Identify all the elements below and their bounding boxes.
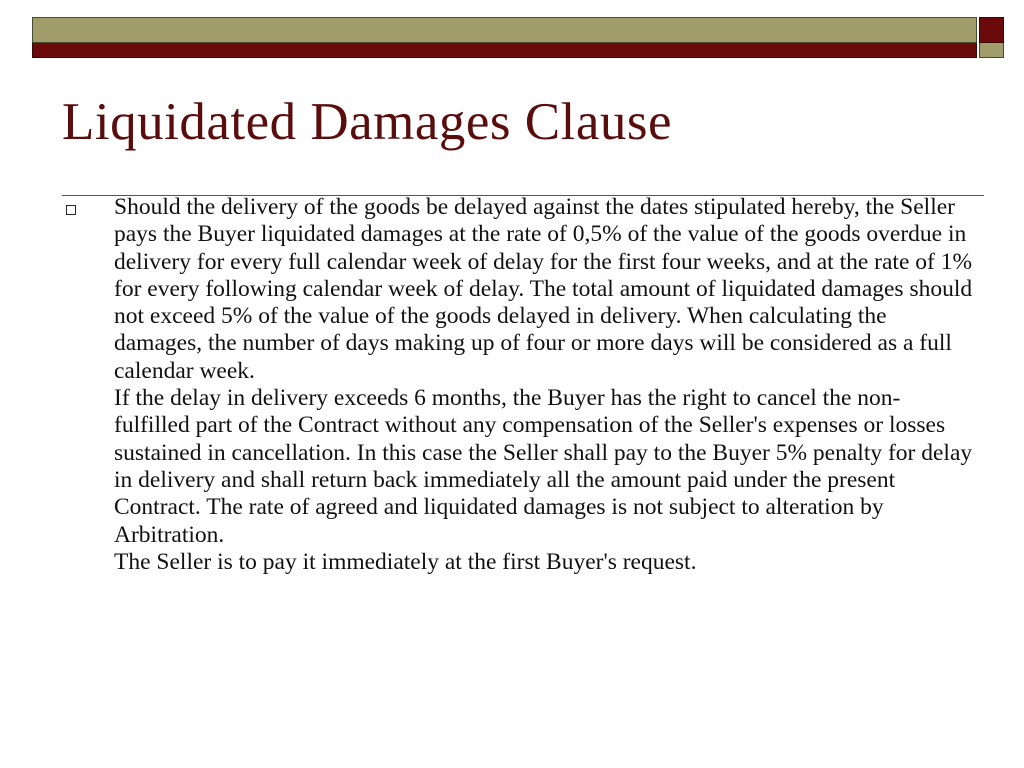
hollow-square-bullet-icon [66,205,76,215]
header-square-olive [979,43,1004,58]
header-square-maroon [979,17,1004,43]
slide-title: Liquidated Damages Clause [62,93,673,151]
paragraph-payment: The Seller is to pay it immediately at the first Buyer's request. [114,548,697,575]
header-bar-maroon [32,43,977,58]
paragraph-cancellation: If the delay in delivery exceeds 6 months, the Buyer has the right to cancel the non-fulfilled part of the Contract without any compensation of the Seller's expenses or losses sustained in cancellation. In this case the Seller shall pay to the Buyer 5% penalty for delay in delivery and shall return back immediately all the amount paid under the present Contract. The rate of agreed and liquidated damages is not subject to alteration by Arbitration. [114,385,973,548]
header-bar-olive [32,17,977,43]
paragraph-delay-damages: Should the delivery of the goods be delayed against the dates stipulated hereby, the Seller pays the Buyer liquidated damages at the rate of 0,5% of the value of the goods overdue in delivery for every full calendar week of delay for the first four weeks, and at the rate of 1% for every following calendar week of delay. The total amount of liquidated damages should not exceed 5% of the value of the goods delayed in delivery. When calculating the damages, the number of days making up of four or more days will be considered as a full calendar week. [114,194,973,384]
bullet-body [114,194,974,576]
